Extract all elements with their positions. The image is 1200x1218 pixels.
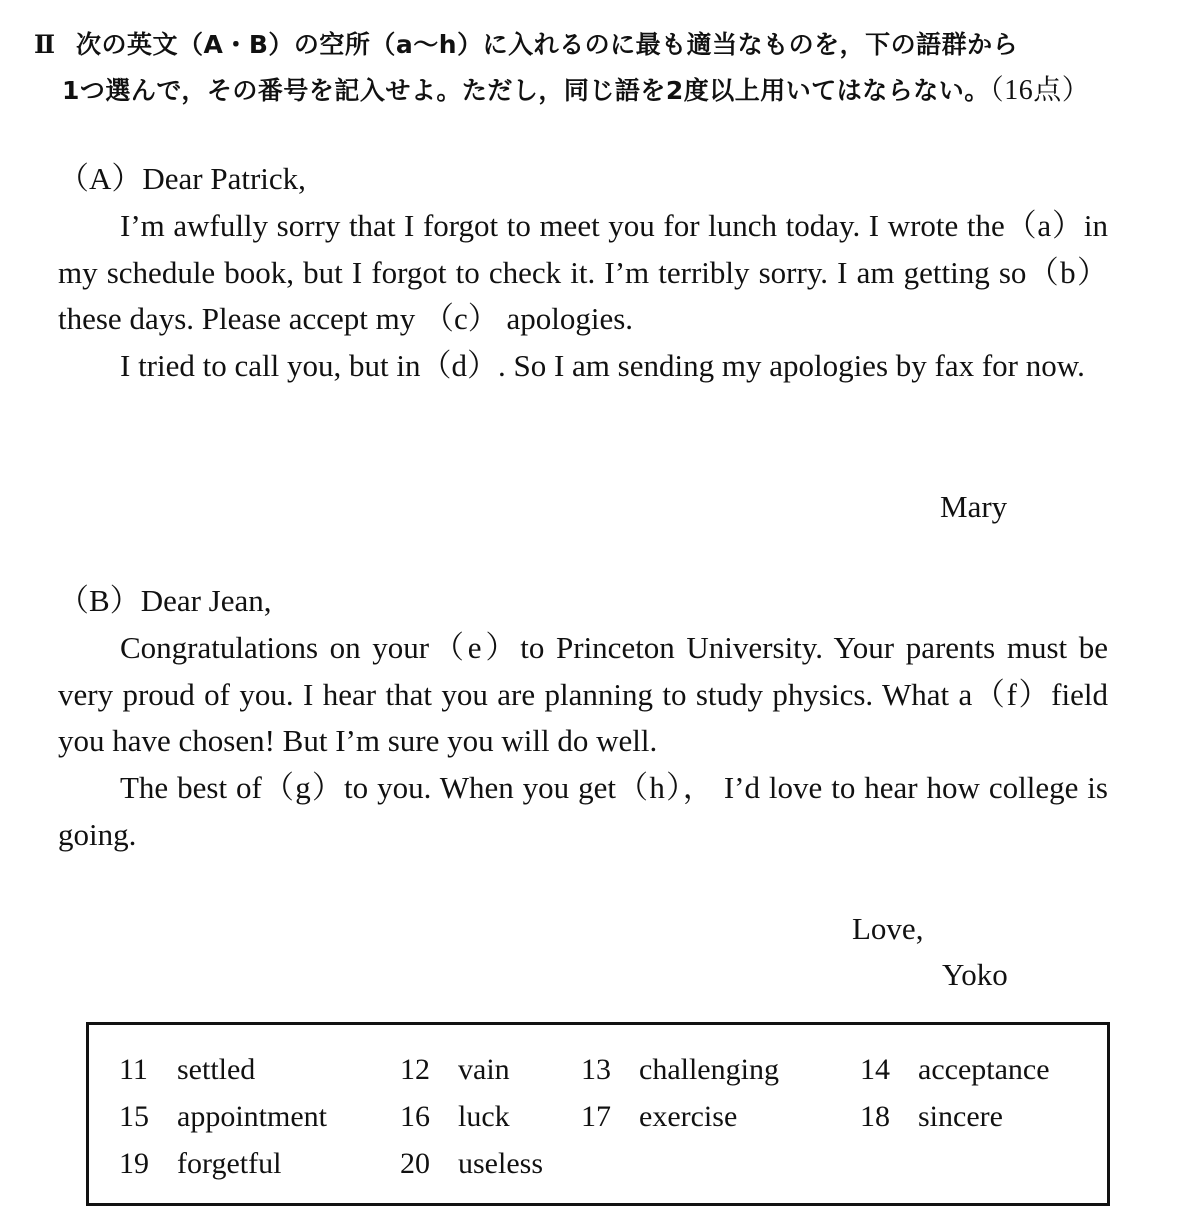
word-bank-box [86, 1022, 1110, 1206]
letter-b-closing: Love, [852, 911, 924, 946]
points-label: （16点） [989, 75, 1091, 106]
letter-a-paragraph-1: I’m awfully sorry that I forgot to meet you for lunch today. I wrote the（a）in my schedule book, but I forgot to check it. I’m terribly sorry. I am getting so（b）these days. Please accept my （c） apologies. [58, 207, 1108, 337]
instruction-line-1: 次の英文（A・B）の空所（a〜h）に入れるのに最も適当なものを，下の語群から [76, 30, 1019, 59]
letter-a-signature: Mary [940, 489, 1008, 524]
word-bank-item: 19 forgetful [119, 1147, 282, 1180]
question-instructions [34, 22, 1144, 114]
question-number: Ⅱ [34, 30, 56, 59]
word-bank-item: 12 vain [400, 1053, 510, 1086]
word-bank-item: 20 useless [400, 1147, 543, 1180]
word-bank-item: 18 sincere [860, 1100, 1003, 1133]
letter-b [58, 578, 1108, 859]
word-bank-item: 17 exercise [581, 1100, 738, 1133]
letter-b-paragraph-2: The best of（g）to you. When you get（h）， I’d love to hear how college is going. [58, 770, 1108, 852]
letter-a [58, 156, 1108, 390]
word-bank-item: 11 settled [119, 1053, 256, 1086]
letter-a-paragraph-2: I tried to call you, but in（d）. So I am sending my apologies by fax for now. [120, 348, 1085, 384]
instruction-line-2: 1つ選んで，その番号を記入せよ。ただし，同じ語を2度以上用いてはならない。 [62, 76, 990, 105]
letter-b-signature: Yoko [942, 957, 1008, 992]
word-bank-item: 13 challenging [581, 1053, 779, 1086]
letter-b-salutation: （B）Dear Jean, [58, 583, 272, 618]
letter-a-salutation: （A）Dear Patrick, [58, 161, 306, 196]
word-bank-item: 14 acceptance [860, 1053, 1050, 1086]
letter-b-label: （B） [58, 583, 141, 618]
letter-b-paragraph-1: Congratulations on your（e）to Princeton University. Your parents must be very proud of you. I hear that you are planning to study physics. What a（f）field you have chosen! But I’m sure you will do well. [58, 629, 1108, 759]
letter-a-label: （A） [58, 161, 143, 196]
word-bank-item: 16 luck [400, 1100, 510, 1133]
word-bank-item: 15 appointment [119, 1100, 327, 1133]
